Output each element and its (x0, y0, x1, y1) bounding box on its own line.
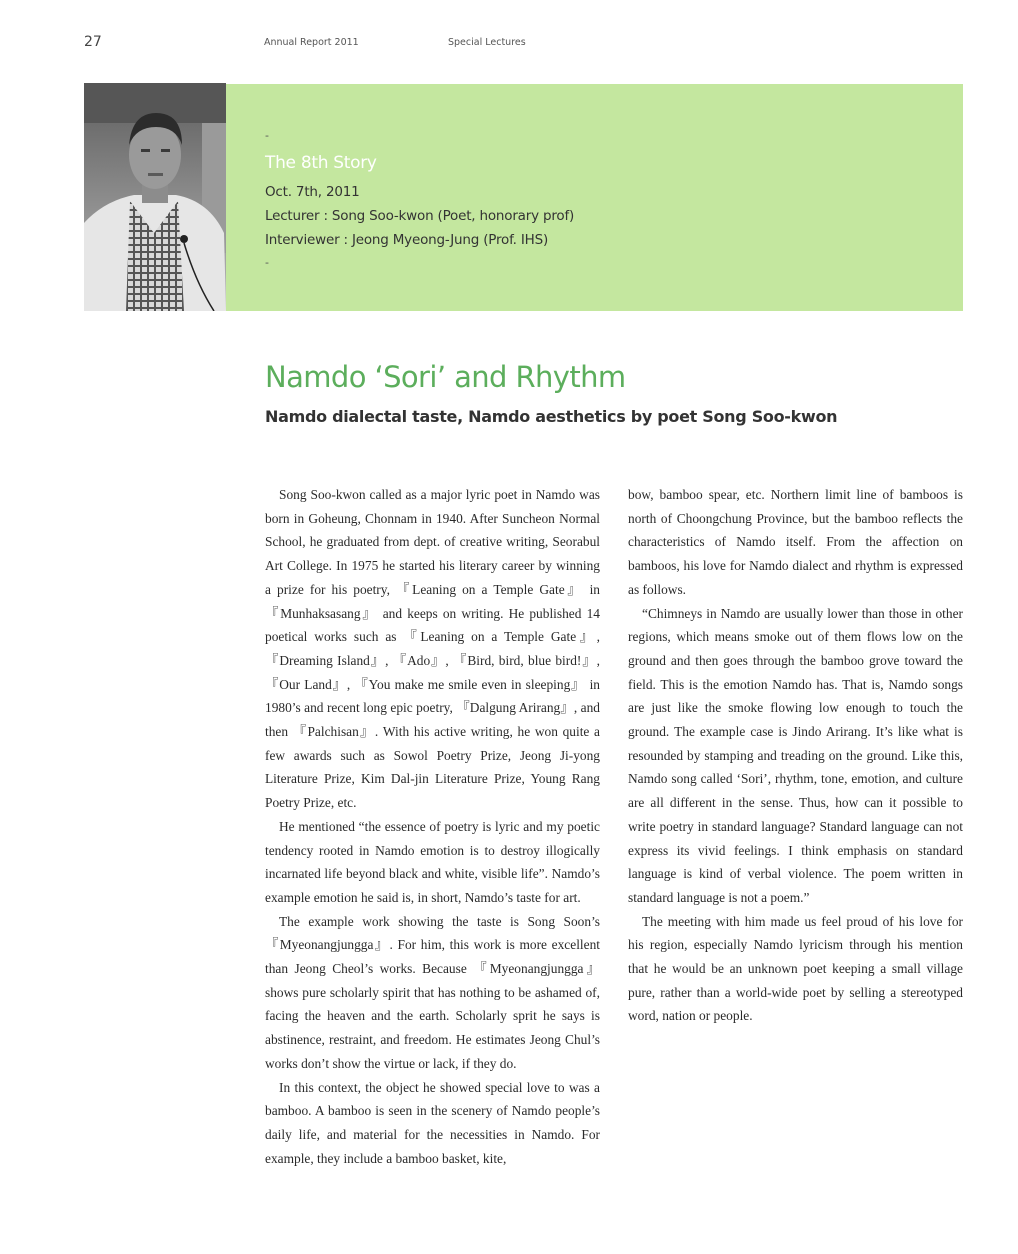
lecturer-photo (84, 83, 226, 311)
page-number: 27 (84, 34, 102, 50)
paragraph: He mentioned “the essence of poetry is lyric and my poetic tendency rooted in Namdo emotion is to destroy illogically incarnated life beyond black and white, visible life”. Namdo’s example emotion he said is, in short, Namdo’s taste for art. (265, 818, 600, 905)
paragraph: The meeting with him made us feel proud of his love for his region, especially Namdo lyricism through his mention that he would be an unknown poet keeping a small village pure, rather than a world-wide poet by selling a stereotyped word, nation or people. (628, 913, 963, 1024)
paragraph: bow, bamboo spear, etc. Northern limit line of bamboos is north of Choongchung Province, but the bamboo reflects the characteristics of Namdo itself. From the affection on bamboos, his love for Namdo dialect and rhythm is expressed as follows. (628, 487, 963, 597)
section-title: Special Lectures (448, 37, 526, 48)
story-title: The 8th Story (265, 153, 377, 173)
lecturer-line: Lecturer : Song Soo-kwon (Poet, honorary prof) (265, 208, 575, 224)
body-column-right (628, 483, 963, 1028)
report-title: Annual Report 2011 (264, 37, 359, 48)
paragraph: The example work showing the taste is Song Soon’s 『Myeonangjungga』. For him, this work is more excellent than Jeong Cheol’s works. Because 『Myeonangjungga』 shows pure scholarly spirit that has nothing to be ashamed of, facing the heaven and the earth. Scholarly sprit he says is abstinence, restraint, and freedom. He estimates Jeong Chul’s works don’t show the virtue or lack, if they do. (265, 913, 600, 1071)
lecture-banner (84, 83, 963, 311)
dash-top: - (265, 129, 269, 142)
article-subtitle: Namdo dialectal taste, Namdo aesthetics by poet Song Soo-kwon (265, 407, 838, 426)
page-header (0, 34, 1018, 54)
article-title: Namdo ‘Sori’ and Rhythm (265, 360, 626, 394)
paragraph: In this context, the object he showed special love to was a bamboo. A bamboo is seen in the scenery of Namdo people’s daily life, and material for the necessities in Namdo. For example, they include a bamboo basket, kite, (265, 1079, 600, 1166)
lecture-date: Oct. 7th, 2011 (265, 184, 360, 200)
dash-bottom: - (265, 256, 269, 269)
lecture-info-panel (226, 84, 963, 311)
lecturer-portrait-image (84, 83, 226, 311)
paragraph: Song Soo-kwon called as a major lyric poet in Namdo was born in Goheung, Chonnam in 1940. After Suncheon Normal School, he graduated from dept. of creative writing, Seorabul Art College. In 1975 he started his literary career by winning a prize for his poetry, 『Leaning on a Temple Gate』 in 『Munhaksasang』 and keeps on writing. He published 14 poetical works such as 『Leaning on a Temple Gate』, 『Dreaming Island』, 『Ado』, 『Bird, bird, blue bird!』, 『Our Land』, 『You make me smile even in sleeping』 in 1980’s and recent long epic poetry, 『Dalgung Arirang』, and then 『Palchisan』. With his active writing, he won quite a few awards such as Sowol Poetry Prize, Jeong Ji-yong Literature Prize, Kim Dal-jin Literature Prize, Young Rang Poetry Prize, etc. (265, 487, 600, 811)
paragraph: “Chimneys in Namdo are usually lower than those in other regions, which means smoke out of them flows low on the ground and then goes through the bamboo grove toward the field. This is the emotion Namdo has. That is, Namdo songs are just like the smoke flowing low enough to touch the ground. The example case is Jindo Arirang. It’s like what is resounded by stamping and treading on the ground. Like this, Namdo song called ‘Sori’, rhythm, tone, emotion, and culture are all different in the sense. Thus, how can it possible to write poetry in standard language? Standard language can not express its vivid feelings. I think emphasis on standard language is kind of verbal violence. The poem written in standard language is not a poem.” (628, 605, 963, 905)
body-column-left (265, 483, 600, 1170)
interviewer-line: Interviewer : Jeong Myeong-Jung (Prof. IHS) (265, 232, 549, 248)
